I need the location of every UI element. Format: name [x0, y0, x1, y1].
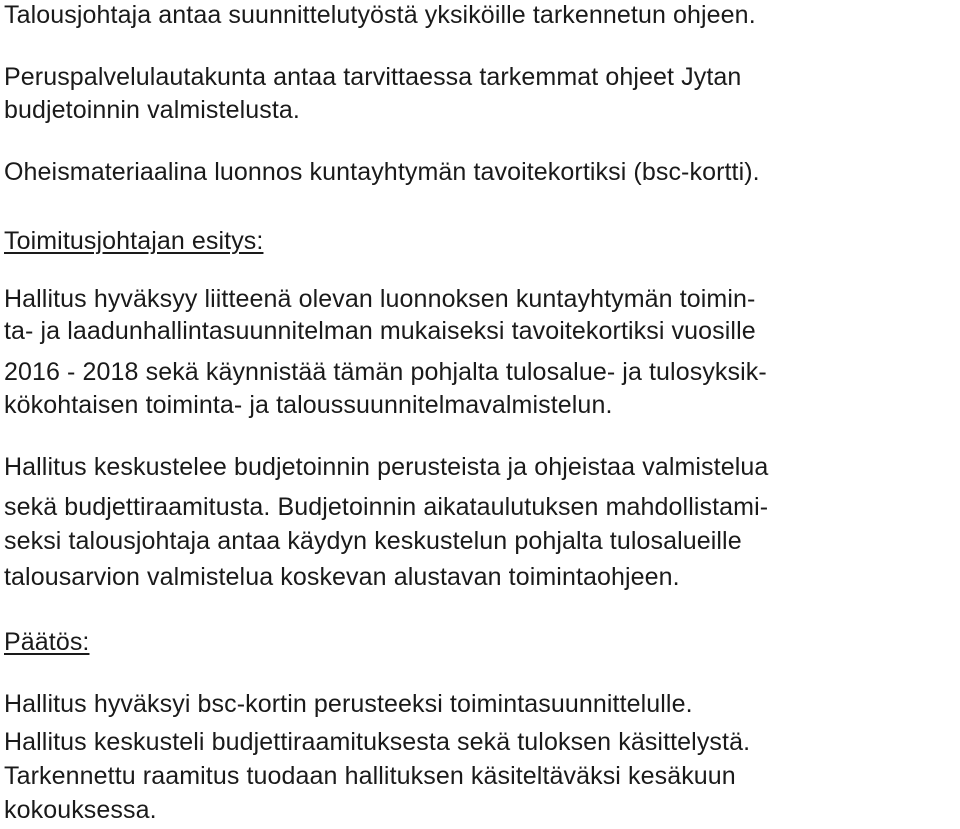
intro-line-3: budjetoinnin valmistelusta. [4, 96, 300, 124]
intro-line-2: Peruspalvelulautakunta antaa tarvittaessa tarkemmat ohjeet Jytan [4, 63, 742, 91]
decision-line: Hallitus keskusteli budjettiraamituksesta sekä tuloksen käsittelystä. [4, 728, 751, 756]
decision-line: Hallitus hyväksyi bsc-kortin perusteeksi toimintasuunnittelulle. [4, 690, 693, 718]
proposal-para1-line: kökohtaisen toiminta- ja taloussuunnitelmavalmistelun. [4, 391, 613, 419]
intro-line-1: Talousjohtaja antaa suunnittelutyöstä yksiköille tarkennetun ohjeen. [4, 1, 756, 29]
proposal-para2-line: talousarvion valmistelua koskevan alustavan toimintaohjeen. [4, 563, 680, 591]
proposal-para1-line: 2016 - 2018 sekä käynnistää tämän pohjalta tulosalue- ja tulosyksik- [4, 358, 767, 386]
intro-line-4: Oheismateriaalina luonnos kuntayhtymän tavoitekortiksi (bsc-kortti). [4, 158, 760, 186]
proposal-para2-line: Hallitus keskustelee budjetoinnin perusteista ja ohjeistaa valmistelua [4, 453, 769, 481]
proposal-para2-line: sekä budjettiraamitusta. Budjetoinnin aikataulutuksen mahdollistami- [4, 493, 769, 521]
decision-line: Tarkennettu raamitus tuodaan hallituksen käsiteltäväksi kesäkuun [4, 762, 736, 790]
proposal-heading: Toimitusjohtajan esitys: [4, 227, 264, 255]
proposal-para2-line: seksi talousjohtaja antaa käydyn keskustelun pohjalta tulosalueille [4, 527, 742, 555]
decision-line: kokouksessa. [4, 796, 157, 824]
proposal-para1-line: ta- ja laadunhallintasuunnitelman mukaiseksi tavoitekortiksi vuosille [4, 317, 756, 345]
proposal-para1-line: Hallitus hyväksyy liitteenä olevan luonnoksen kuntayhtymän toimin- [4, 285, 756, 313]
decision-heading: Päätös: [4, 628, 90, 656]
